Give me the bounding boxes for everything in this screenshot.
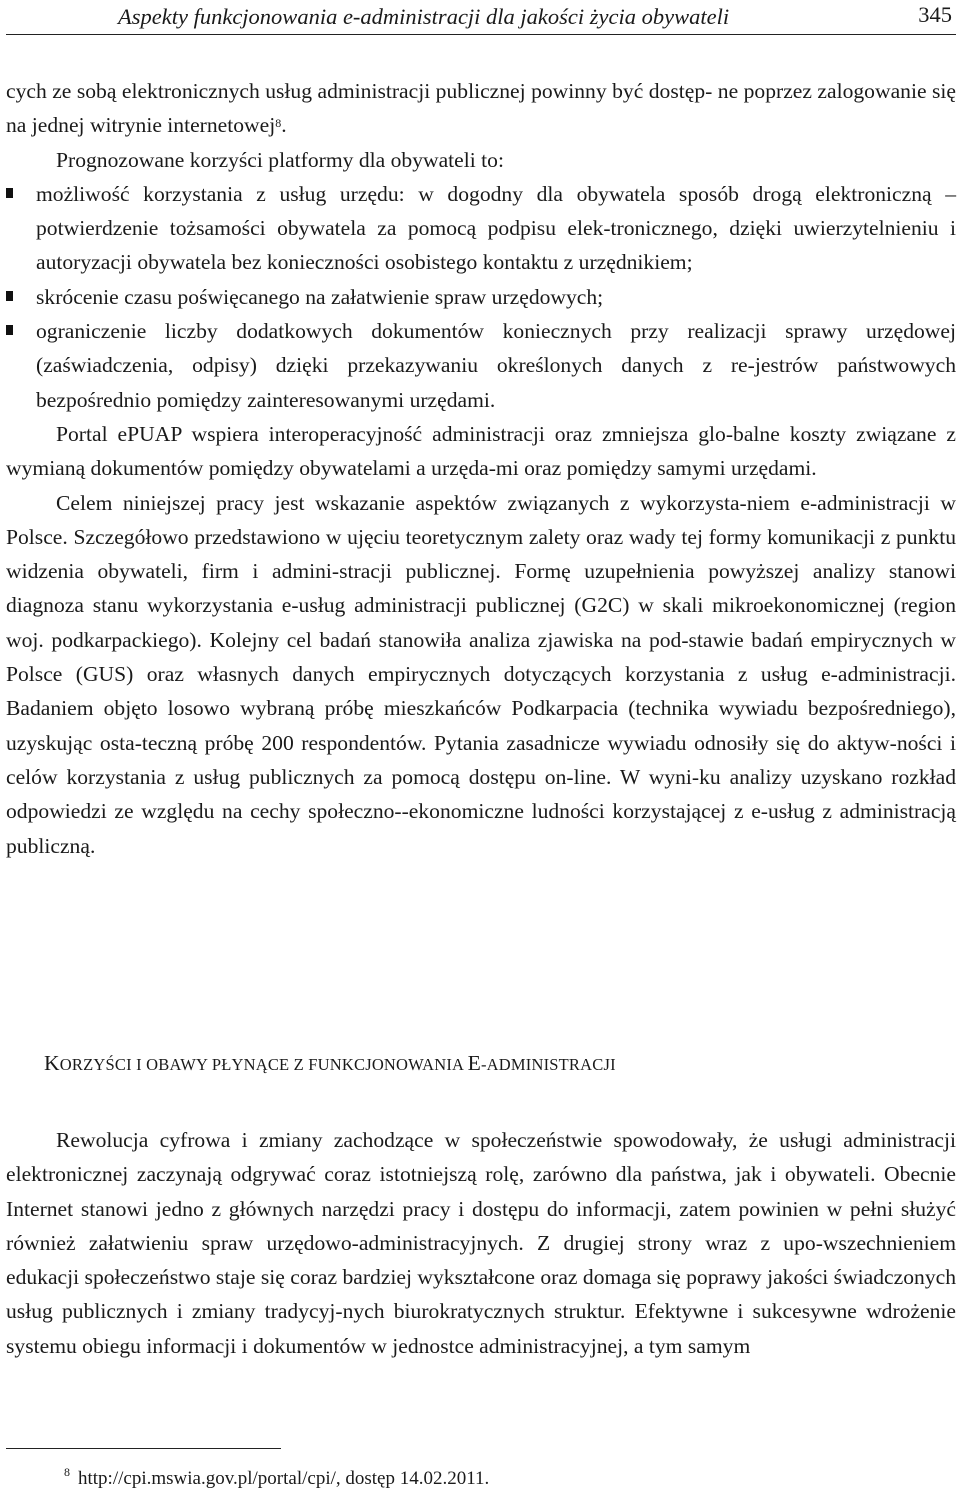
section-body: [6, 1123, 956, 1363]
footnote-divider: [6, 1448, 281, 1449]
body-text: [6, 74, 956, 863]
square-bullet-icon: [6, 291, 13, 301]
benefits-list: [6, 177, 956, 417]
list-item: skrócenie czasu poświęcanego na załatwienie spraw urzędowych;: [6, 280, 956, 314]
benefits-intro: Prognozowane korzyści platformy dla obywateli to:: [56, 147, 504, 172]
footnote-ref: 8: [275, 116, 282, 131]
footnote-text: http://cpi.mswia.gov.pl/portal/cpi/, dostęp 14.02.2011.: [78, 1468, 490, 1489]
continuation-line: ne poprzez zalogowanie się na jednej witrynie internetowej: [6, 79, 956, 138]
footnote: [64, 1465, 490, 1490]
running-header: [6, 0, 956, 35]
continuation-line: cych ze sobą elektronicznych usług administracji publicznej powinny być dostęp-: [6, 79, 713, 103]
continuation-paragraph: cych ze sobą elektronicznych usług administracji publicznej powinny być dostęp- ne poprzez zalogowanie się na jednej witrynie internetowej$^8$.: [6, 79, 956, 138]
running-title: Aspekty funkcjonowania e-administracji dla jakości życia obywateli: [118, 4, 730, 29]
square-bullet-icon: [6, 325, 13, 335]
list-item: ograniczenie liczby dodatkowych dokumentów koniecznych przy realizacji sprawy urzędowej (zaświadczenia, odpisy) dzięki przekazywaniu określonych danych z re-jestrów państwowych bezpośrednio pomiędzy zainteresowanymi urzędami.: [6, 314, 956, 417]
footnote-number: 8: [64, 1465, 70, 1479]
page-number: 345: [918, 2, 952, 27]
square-bullet-icon: [6, 188, 13, 198]
list-item: możliwość korzystania z usług urzędu: w dogodny dla obywatela sposób drogą elektroniczną – potwierdzenie tożsamości obywatela za pomocą podpisu elek-tronicznego, dzięki uwierzytelnieniu i autoryzacji obywatela bez konieczności osobistego kontaktu z urzędnikiem;: [6, 177, 956, 280]
paragraph: Rewolucja cyfrowa i zmiany zachodzące w społeczeństwie spowodowały, że usługi administracji elektronicznej zaczynają odgrywać coraz istotniejszą rolę, zarówno dla państwa, jak i obywateli. Obecnie Internet stanowi jedno z głównych narzędzi pracy i dostępu do informacji, zatem powinien w pełni służyć również załatwieniu spraw urzędowo-administracyjnych. Z drugiej strony wraz z upo-wszechnieniem edukacji społeczeństwo staje się coraz bardziej wykształcone oraz domaga się poprawy jakości świadczonych usług publicznych i zmiany tradycyj-nych biurokratycznych struktur. Efektywne i sukcesywne wdrożenie systemu obiegu informacji i dokumentów w jednostce administracyjnej, a tym samym: [6, 1128, 956, 1358]
paragraph: Portal ePUAP wspiera interoperacyjność administracji oraz zmniejsza glo-balne koszty związane z wymianą dokumentów pomiędzy obywatelami a urzęda-mi oraz pomiędzy samymi urzędami.: [6, 421, 956, 481]
paragraph: Celem niniejszej pracy jest wskazanie aspektów związanych z wykorzysta-niem e-administracji w Polsce. Szczegółowo przedstawiono w ujęciu teoretycznym zalety oraz wady tej formy komunikacji z punktu widzenia obywateli, firm i admini-stracji publicznej. Formę uzupełnienia powyższej analizy stanowi diagnoza stanu wykorzystania e-usług administracji publicznej (G2C) w skali mikroekonomicznej (region woj. podkarpackiego). Kolejny cel badań stanowiła analiza zjawiska na pod-stawie badań empirycznych w Polsce (GUS) oraz własnych danych empirycznych dotyczących korzystania z usług e-administracji. Badaniem objęto losowo wybraną próbę mieszkańców Podkarpacia (technika wywiadu bezpośredniego), uzyskując osta-teczną próbę 200 respondentów. Pytania zasadnicze wywiadu odnosiły się do aktyw-ności i celów korzystania z usług publicznych za pomocą dostępu on-line. W wyni-ku analizy uzyskano rozkład odpowiedzi ze względu na cechy społeczno--ekonomiczne ludności korzystającej z e-usług z administracją publiczną.: [6, 490, 956, 858]
section-heading: KORZYŚCI I OBAWY PŁYNĄCE Z FUNKCJONOWANIA E-ADMINISTRACJI: [44, 1051, 616, 1075]
